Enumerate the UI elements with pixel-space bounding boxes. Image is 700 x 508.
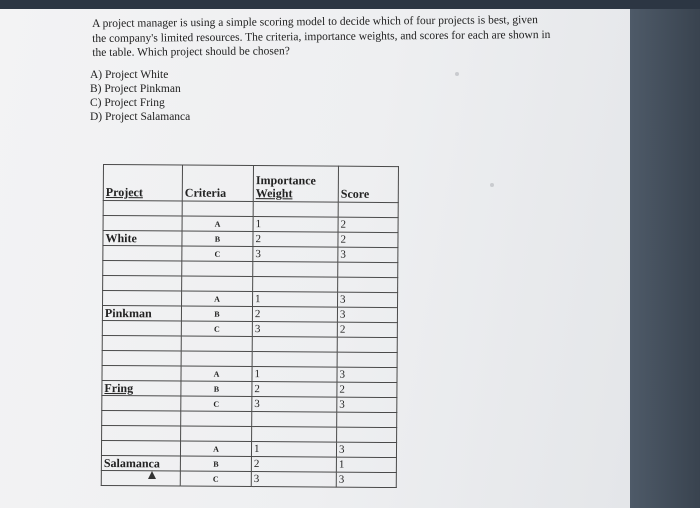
project-cell-blank (101, 470, 180, 486)
criteria-cell: C (181, 321, 252, 336)
criteria-cell: C (180, 471, 251, 486)
weight-cell: 2 (252, 307, 337, 323)
score-cell: 3 (336, 442, 396, 457)
score-cell: 2 (338, 232, 398, 247)
project-name-salamanca: Salamanca (101, 455, 180, 471)
criteria-cell: A (182, 291, 253, 306)
criteria-cell: B (182, 231, 253, 246)
background-edge (630, 9, 700, 508)
header-criteria: Criteria (182, 165, 253, 201)
project-name-pinkman: Pinkman (102, 306, 181, 322)
criteria-cell: B (181, 381, 252, 396)
criteria-cell: A (181, 366, 252, 381)
project-cell-blank (102, 320, 181, 336)
score-cell: 2 (338, 217, 398, 232)
option-c: C) Project Fring (90, 97, 165, 109)
option-d: D) Project Salamanca (90, 111, 191, 123)
project-cell-blank (103, 291, 182, 307)
project-cell-blank (102, 395, 181, 411)
score-cell: 2 (337, 322, 397, 337)
score-cell: 3 (337, 367, 397, 382)
weight-cell: 3 (252, 397, 337, 413)
weight-cell: 2 (251, 457, 336, 473)
cursor-arrow-icon (148, 471, 156, 479)
score-cell: 3 (338, 292, 398, 307)
criteria-cell: B (180, 456, 251, 471)
table-header-row (103, 165, 398, 203)
table-row (101, 470, 396, 487)
weight-cell: 1 (253, 217, 338, 233)
weight-cell: 3 (251, 472, 336, 488)
project-name-fring: Fring (102, 380, 181, 396)
header-importance-weight (253, 166, 338, 203)
answer-options (90, 68, 190, 124)
project-cell-blank (101, 440, 180, 456)
weight-cell: 3 (252, 322, 337, 338)
project-cell-blank (102, 365, 181, 381)
project-name-white: White (103, 231, 182, 247)
score-cell: 3 (336, 472, 396, 487)
score-cell: 3 (337, 307, 397, 322)
score-cell: 3 (337, 397, 397, 412)
weight-cell: 1 (253, 292, 338, 308)
header-score: Score (338, 166, 398, 202)
criteria-cell: C (181, 396, 252, 411)
scoring-table (101, 164, 399, 488)
project-cell-blank (103, 216, 182, 232)
option-a: A) Project White (90, 69, 169, 81)
weight-cell: 2 (252, 382, 337, 398)
criteria-cell: B (181, 306, 252, 321)
weight-cell: 1 (252, 367, 337, 383)
project-cell-blank (103, 246, 182, 262)
score-cell: 2 (337, 382, 397, 397)
weight-cell: 3 (253, 247, 338, 263)
criteria-cell: A (182, 216, 253, 231)
weight-cell: 2 (253, 232, 338, 248)
score-cell: 1 (336, 457, 396, 472)
paper-speck (455, 72, 459, 76)
weight-cell: 1 (251, 442, 336, 458)
top-strip (0, 0, 700, 9)
paper-speck (490, 183, 494, 187)
question-text: A project manager is using a simple scoring model to decide which of four projects is best, given the company's limited resources. The criteria, importance weights, and scores for each are shown in the table. Which project should be chosen? (92, 14, 551, 59)
criteria-cell: A (180, 441, 251, 456)
header-weight: Weight (255, 186, 293, 201)
option-b: B) Project Pinkman (90, 83, 181, 95)
criteria-cell: C (182, 246, 253, 261)
header-project: Project (103, 165, 182, 202)
header-importance: Importance (255, 173, 316, 188)
score-cell: 3 (338, 247, 398, 262)
